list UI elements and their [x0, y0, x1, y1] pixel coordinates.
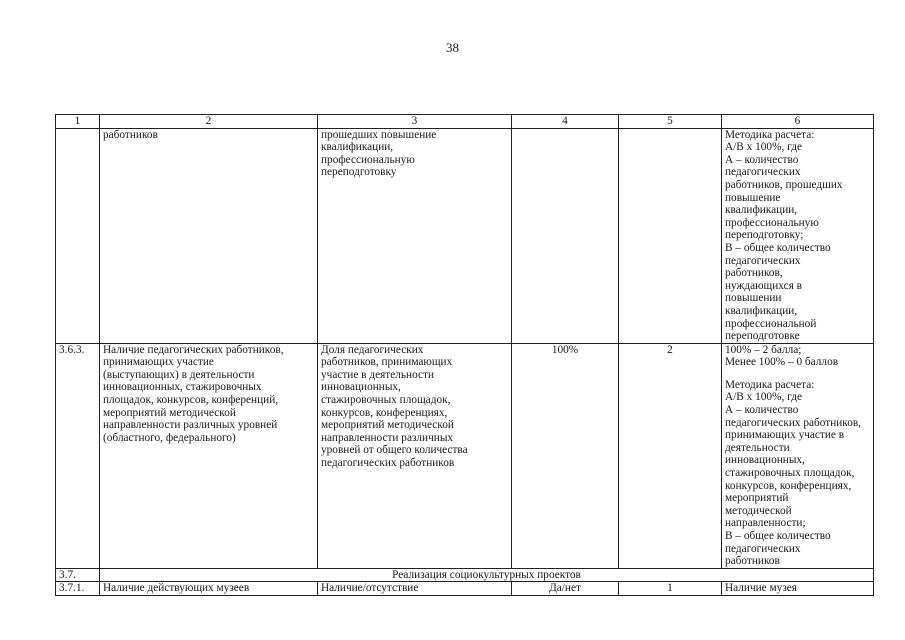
- indicator-cell: Наличие педагогических работников, принимающих участие (выступающих) в деятельности инновационных, стажировочных площадок, конкурсов, конференций, мероприятий методической направленности различных уровней (областного, федерального): [100, 343, 318, 568]
- target-cell: [512, 128, 619, 343]
- method-cell: [722, 343, 874, 568]
- measure-cell: Наличие/отсутствие: [318, 582, 512, 596]
- row-number-cell: 3.7.1.: [56, 582, 100, 596]
- page-number: 38: [446, 40, 459, 55]
- criteria-table: [55, 114, 874, 596]
- table-row-3-7: [56, 568, 874, 582]
- row-number-cell: 3.7.: [56, 568, 100, 582]
- header-cell: 1: [56, 115, 100, 129]
- indicator-cell: Наличие действующих музеев: [100, 582, 318, 596]
- table-row-3-6-3: [56, 343, 874, 568]
- table-row-continued: [56, 128, 874, 343]
- header-cell: 2: [100, 115, 318, 129]
- row-number-cell: 3.6.3.: [56, 343, 100, 568]
- header-cell: 5: [619, 115, 722, 129]
- row-number-cell: [56, 128, 100, 343]
- spacer: [725, 369, 870, 379]
- measure-cell: Доля педагогических работников, принимающих участие в деятельности инновационных, стажировочных площадок, конкурсов, конференциях, мероприятий методической направленности различных уровней от общего количества педагогических работников: [318, 343, 512, 568]
- score-text: 100% – 2 балла; Менее 100% – 0 баллов: [725, 343, 839, 369]
- points-cell: 2: [619, 343, 722, 568]
- header-cell: 4: [512, 115, 619, 129]
- section-title-cell: Реализация социокультурных проектов: [100, 568, 874, 582]
- measure-cell: прошедших повышение квалификации, профессиональную переподготовку: [318, 128, 512, 343]
- table-header-row: [56, 115, 874, 129]
- points-cell: [619, 128, 722, 343]
- method-cell: Наличие музея: [722, 582, 874, 596]
- header-cell: 6: [722, 115, 874, 129]
- method-cell: Методика расчета: А/В х 100%, где А – количество педагогических работников, прошедших повышение квалификации, профессиональную переподготовку; В – общее количество педагогических работников, нуждающихся в повышении квалификации, профессиональной переподготовке: [722, 128, 874, 343]
- indicator-cell: работников: [100, 128, 318, 343]
- header-cell: 3: [318, 115, 512, 129]
- target-cell: Да/нет: [512, 582, 619, 596]
- method-text: Методика расчета: А/В х 100%, где А – количество педагогических работников, принимающих участие в деятельности инновационных, стажировочных площадок, конкурсов, конференциях, мероприятий методической направленности; В – общее количество педагогических работников: [725, 378, 862, 568]
- table-row-3-7-1: [56, 582, 874, 596]
- points-cell: 1: [619, 582, 722, 596]
- target-cell: 100%: [512, 343, 619, 568]
